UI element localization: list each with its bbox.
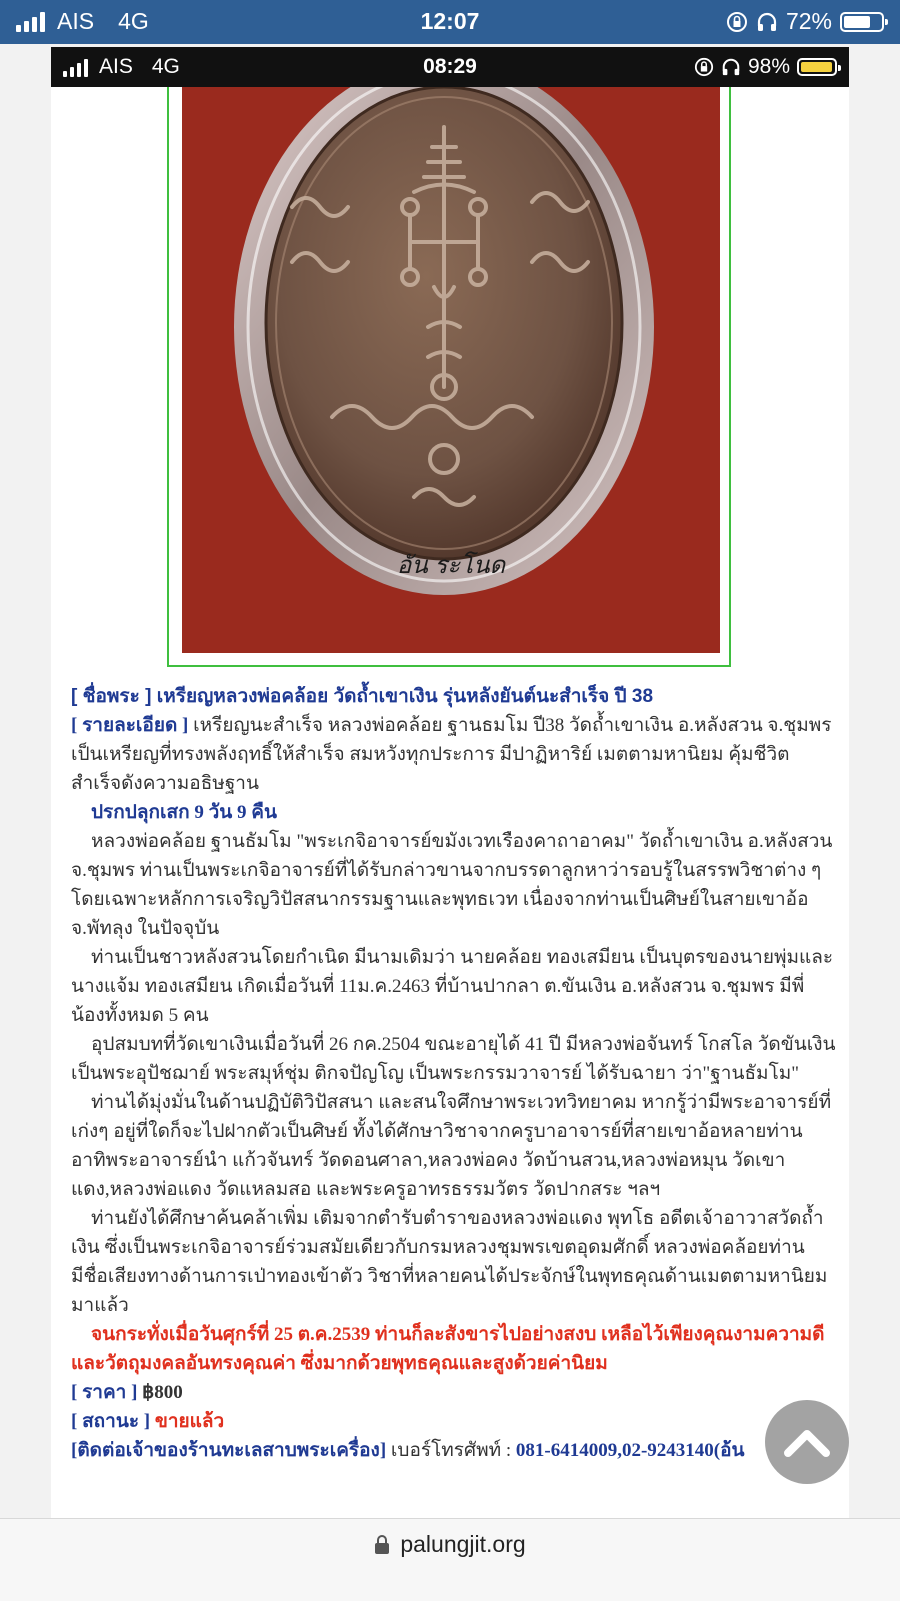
detail-label: [ รายละเอียด ] [71, 715, 189, 736]
detail-text: เหรียญนะสำเร็จ หลวงพ่อคล้อย ฐานธมโม ปี38 วัดถ้ำเขาเงิน อ.หลังสวน จ.ชุมพร เป็นเหรียญที่ทรงพลังฤทธิ์ให้สำเร็จ สมหวังทุกประการ มีปาฏิหาริย์ เมตตามหานิยม คุ้มชีวิต สำเร็จดังความอธิษฐาน [71, 715, 832, 794]
listing-name [71, 682, 836, 711]
inner-status-bar [51, 47, 849, 87]
status-line [71, 1407, 836, 1436]
outer-time: 12:07 [420, 8, 480, 34]
status-label: [ สถานะ ] [71, 1411, 151, 1432]
outer-carrier-name: AIS [57, 8, 95, 34]
amulet-medal-image [182, 87, 720, 653]
rotation-lock-icon [726, 11, 748, 33]
embedded-screenshot [51, 47, 849, 1547]
browser-url-bar[interactable] [0, 1518, 900, 1601]
url-display[interactable] [0, 1531, 900, 1558]
rotation-lock-icon [694, 57, 714, 77]
history-paragraph-5: ท่านยังได้ศึกษาค้นคล้าเพิ่ม เติมจากตำรับตำราของหลวงพ่อแดง พุทโธ อดีตเจ้าอาวาสวัดถ้ำเงิน ซึ่งเป็นพระเกจิอาจารย์ร่วมสมัยเดียวกับกรมหลวงชุมพรเขตอุดมศักดิ์ หลวงพ่อคล้อยท่านมีชื่อเสียงทางด้านการเป่าทองเข้าตัว วิชาที่หลายคนได้ประจักษ์ในพุทธคุณด้านเมตตามหานิยมมาแล้ว [71, 1208, 828, 1316]
headphones-icon [721, 57, 741, 77]
price-label: [ ราคา ] [71, 1382, 138, 1403]
contact-line [71, 1436, 836, 1465]
lock-icon [374, 1535, 390, 1555]
battery-icon [797, 58, 837, 76]
history-paragraph-2: ท่านเป็นชาวหลังสวนโดยกำเนิด มีนามเดิมว่า นายคล้อย ทองเสมียน เป็นบุตรของนายพุ่มและนางแจ้ม ทองเสมียน เกิดเมื่อวันที่ 11ม.ค.2463 ที่บ้านปากลา ต.ขันเงิน อ.หลังสวน จ.ชุมพร มีพี่น้องทั้งหมด 5 คน [71, 947, 834, 1026]
chant-line: ปรกปลุกเสก 9 วัน 9 คืน [91, 802, 277, 823]
history-paragraph-4: ท่านได้มุ่งมั่นในด้านปฏิบัติวิปัสสนา และสนใจศึกษาพระเวทวิทยาคม หากรู้ว่ามีพระอาจารย์ที่เก่งๆ อยู่ที่ใดก็จะไปฝากตัวเป็นศิษย์ ทั้งได้ศักษาวิชาจากครูบาอาจารย์ที่สายเขาอ้อหลายท่าน อาทิพระอาจารย์นำ แก้วจันทร์ วัดดอนศาลา,หลวงพ่อคง วัดบ้านสวน,หลวงพ่อหมุน วัดเขาแดง,หลวงพ่อแดง วัดแหลมสอ และพระครูอาทรธรรมวัตร วัดปากสระ ฯลฯ [71, 1092, 832, 1200]
scroll-top-icon [782, 1425, 832, 1459]
battery-icon [840, 12, 884, 32]
url-text: palungjit.org [400, 1531, 526, 1557]
headphones-icon [756, 11, 778, 33]
history-paragraph-1: หลวงพ่อคล้อย ฐานธัมโม "พระเกจิอาจารย์ขมังเวทเรืองคาถาอาคม" วัดถ้ำเขาเงิน อ.หลังสวน จ.ชุมพร ท่านเป็นพระเกจิอาจารย์ที่ได้รับกล่าวขานจากบรรดาลูกหาว่ารอบรู้ในสรรพวิชาต่าง ๆ โดยเฉพาะหลักการเจริญวิปัสสนากรรมฐานและพุทธเวท เนื่องจากท่านเป็นศิษย์ในสายเขาอ้อ จ.พัทลุง ในปัจจุบัน [71, 831, 833, 939]
listing-content [71, 682, 836, 1465]
amulet-photo[interactable] [182, 87, 720, 653]
contact-prefix: เบอร์โทรศัพท์ : [390, 1440, 512, 1461]
outer-status-right [726, 8, 884, 35]
name-value: เหรียญหลวงพ่อคล้อย วัดถ้ำเขาเงิน รุ่นหลังยันต์นะสำเร็จ ปี 38 [156, 686, 654, 707]
outer-network: 4G [118, 8, 149, 34]
photo-watermark: อัน ระโนด [396, 552, 506, 579]
contact-phone[interactable]: 081-6414009,02-9243140(อ้น [515, 1440, 745, 1461]
listing-detail [71, 711, 836, 798]
inner-network: 4G [151, 55, 180, 78]
inner-status-right [694, 55, 837, 79]
amulet-photo-frame [167, 87, 731, 667]
inner-time: 08:29 [423, 55, 477, 78]
outer-status-bar [0, 0, 900, 44]
inner-carrier-name: AIS [99, 55, 133, 78]
scroll-top-button[interactable] [765, 1400, 849, 1484]
contact-label[interactable]: [ติดต่อเจ้าของร้านทะเลสาบพระเครื่อง] [71, 1440, 387, 1461]
outer-battery-percent: 72% [785, 8, 832, 34]
history-paragraph-3: อุปสมบทที่วัดเขาเงินเมื่อวันที่ 26 กค.2504 ขณะอายุได้ 41 ปี มีหลวงพ่อจันทร์ โกสโล วัดขันเงิน เป็นพระอุปัชฌาย์ พระสมุห์ชุ่ม ติกจปัญโญ เป็นพระกรรมวาจารย์ ได้รับฉายา ว่า"ฐานธัมโม" [71, 1034, 836, 1084]
price-line [71, 1378, 836, 1407]
status-value: ขายแล้ว [154, 1411, 225, 1432]
name-label: [ ชื่อพระ ] [71, 686, 152, 707]
passing-paragraph: จนกระทั่งเมื่อวันศุกร์ที่ 25 ต.ค.2539 ท่านก็ละสังขารไปอย่างสงบ เหลือไว้เพียงคุณงามความดี และวัตถุมงคลอันทรงคุณค่า ซึ่งมากด้วยพุทธคุณและสูงด้วยค่านิยม [71, 1324, 825, 1374]
inner-battery-percent: 98% [747, 55, 790, 78]
price-value: ฿800 [142, 1382, 183, 1403]
